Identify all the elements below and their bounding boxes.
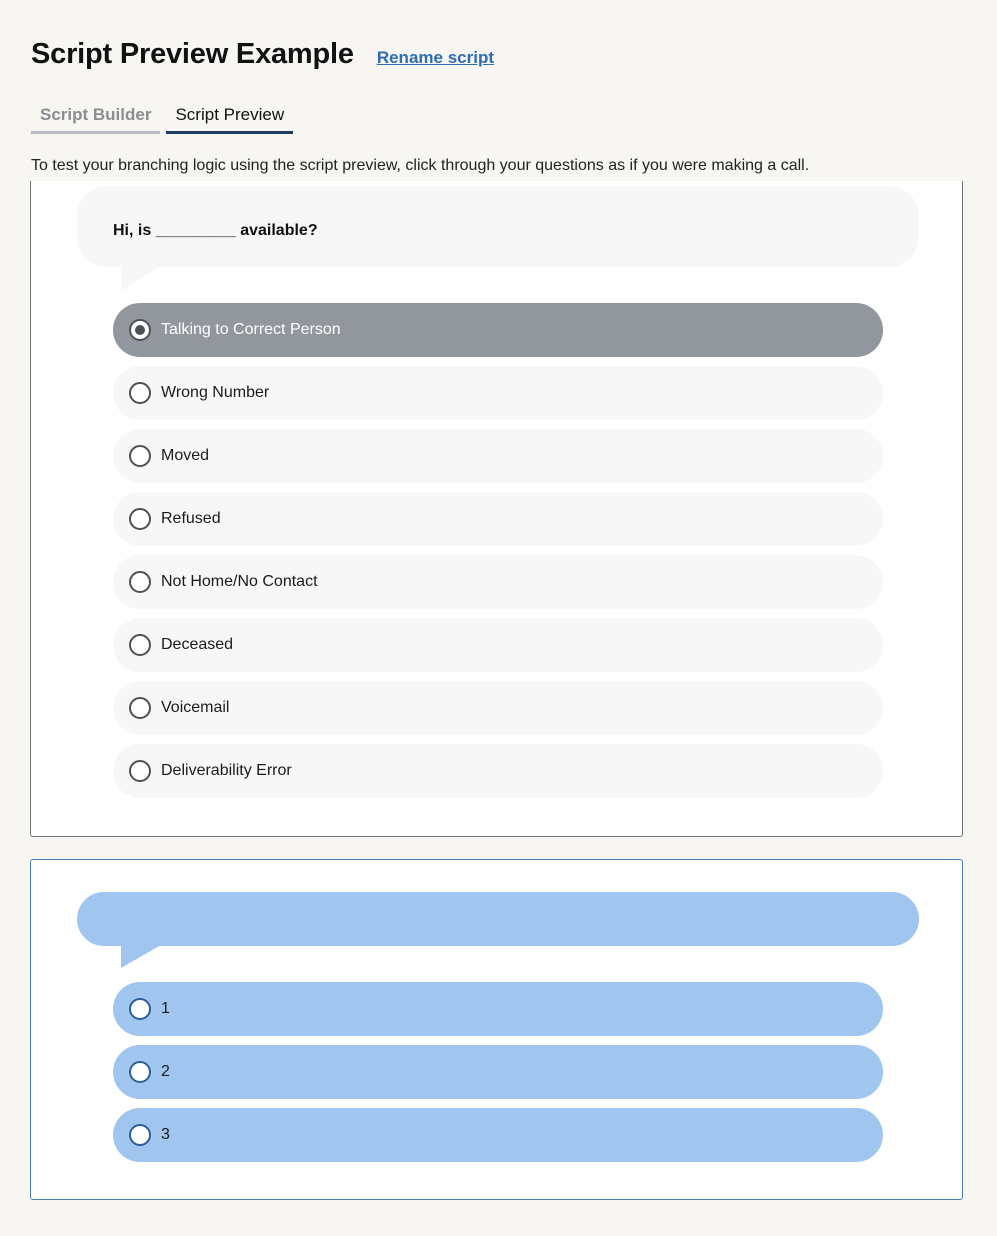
question-card-1 [30, 181, 963, 837]
radio-icon [129, 382, 151, 404]
option-label: Talking to Correct Person [161, 321, 341, 338]
radio-icon [129, 760, 151, 782]
option-label: Moved [161, 447, 210, 464]
tab-script-preview[interactable]: Script Preview [166, 104, 293, 134]
radio-icon [129, 998, 151, 1020]
question-card-2 [30, 859, 963, 1200]
question-text: Hi, is _________ available? [113, 222, 318, 239]
option-2[interactable] [113, 1045, 883, 1099]
option-label: 2 [161, 1063, 170, 1080]
option-not-home-no-contact[interactable] [113, 555, 883, 609]
question-bubble [77, 186, 919, 267]
answer-options [113, 982, 883, 1171]
option-moved[interactable] [113, 429, 883, 483]
rename-script-link[interactable]: Rename script [376, 48, 494, 67]
intro-text: To test your branching logic using the script preview, click through your questions as if you were making a call. [31, 157, 810, 174]
option-label: Not Home/No Contact [161, 573, 318, 590]
option-3[interactable] [113, 1108, 883, 1162]
option-label: 3 [161, 1126, 170, 1143]
radio-icon [129, 508, 151, 530]
tab-script-builder[interactable]: Script Builder [31, 104, 160, 134]
page-header [31, 38, 494, 71]
radio-icon [129, 1124, 151, 1146]
radio-icon [129, 697, 151, 719]
option-wrong-number[interactable] [113, 366, 883, 420]
question-bubble [77, 892, 919, 946]
option-label: Refused [161, 510, 221, 527]
option-label: Deliverability Error [161, 762, 292, 779]
option-label: Wrong Number [161, 384, 270, 401]
option-label: Voicemail [161, 699, 230, 716]
radio-selected-icon [129, 319, 151, 341]
radio-icon [129, 571, 151, 593]
option-deceased[interactable] [113, 618, 883, 672]
option-1[interactable] [113, 982, 883, 1036]
radio-icon [129, 1061, 151, 1083]
tab-bar [31, 104, 293, 134]
radio-icon [129, 634, 151, 656]
option-refused[interactable] [113, 492, 883, 546]
option-talking-to-correct-person[interactable] [113, 303, 883, 357]
option-label: Deceased [161, 636, 234, 653]
answer-options [113, 303, 883, 807]
option-label: 1 [161, 1000, 170, 1017]
option-deliverability-error[interactable] [113, 744, 883, 798]
option-voicemail[interactable] [113, 681, 883, 735]
radio-icon [129, 445, 151, 467]
page-title: Script Preview Example [31, 38, 354, 70]
